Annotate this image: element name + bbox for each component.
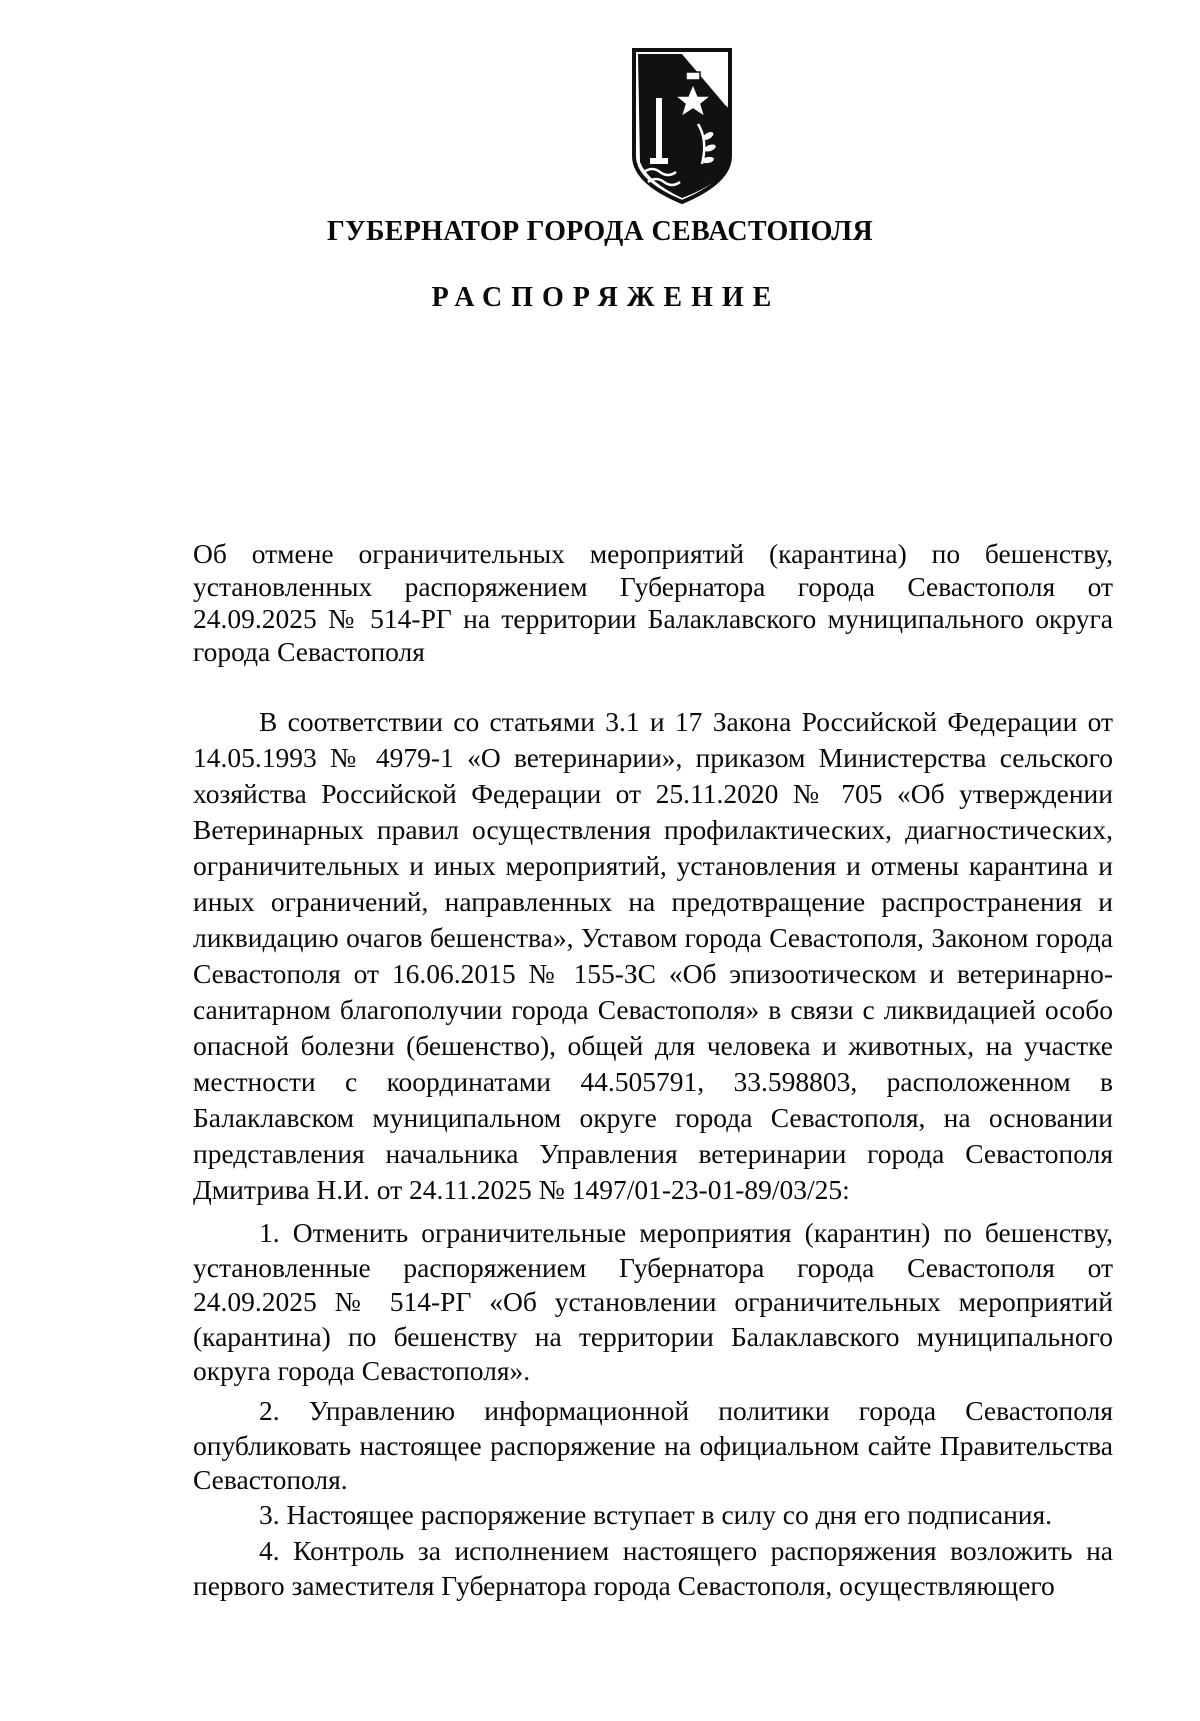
clause-2: 2. Управлению информационной политики города Севастополя опубликовать настоящее распоряжение на официальном сайте Правительства Севастополя.	[193, 1395, 1113, 1495]
clause-3: 3. Настоящее распоряжение вступает в силу со дня его подписания.	[259, 1499, 1053, 1530]
sevastopol-coat-of-arms-icon	[628, 44, 736, 206]
preamble-paragraph: В соответствии со статьями 3.1 и 17 Закона Российской Федерации от 14.05.1993 № 4979-1 «О ветеринарии», приказом Министерства сельского хозяйства Российской Федерации от 25.11.2020 № 705 «Об утверждении Ветеринарных правил осуществления профилактических, диагностических, ограничительных и иных мероприятий, установления и отмены карантина и иных ограничений, направленных на предотвращение распространения и ликвидацию очагов бешенства», Уставом города Севастополя, Законом города Севастополя от 16.06.2015 № 155-ЗС «Об эпизоотическом и ветеринарно-санитарном благополучии города Севастополя» в связи с ликвидацией особо опасной болезни (бешенство), общей для человека и животных, на участке местности с координатами 44.505791, 33.598803, расположенном в Балаклавском муниципальном округе города Севастополя, на основании представления начальника Управления ветеринарии города Севастополя Дмитрива Н.И. от 24.11.2025 № 1497/01-23-01-89/03/25:	[193, 706, 1113, 1205]
clause-4: 4. Контроль за исполнением настоящего распоряжения возложить на первого заместителя Губернатора города Севастополя, осуществляющего	[193, 1535, 1113, 1601]
issuer-title: ГУБЕРНАТОР ГОРОДА СЕВАСТОПОЛЯ	[327, 216, 873, 247]
clause-1: 1. Отменить ограничительные мероприятия (карантин) по бешенству, установленные распоряжением Губернатора города Севастополя от 24.09.2025 № 514-РГ «Об установлении ограничительных мероприятий (карантина) по бешенству на территории Балаклавского муниципального округа города Севастополя».	[193, 1217, 1113, 1386]
document-type: РАСПОРЯЖЕНИЕ	[431, 282, 781, 313]
document-subject: Об отмене ограничительных мероприятий (карантина) по бешенству, установленных распоряжением Губернатора города Севастополя от 24.09.2025 № 514-РГ на территории Балаклавского муниципального округа города Севастополя	[193, 538, 1113, 667]
